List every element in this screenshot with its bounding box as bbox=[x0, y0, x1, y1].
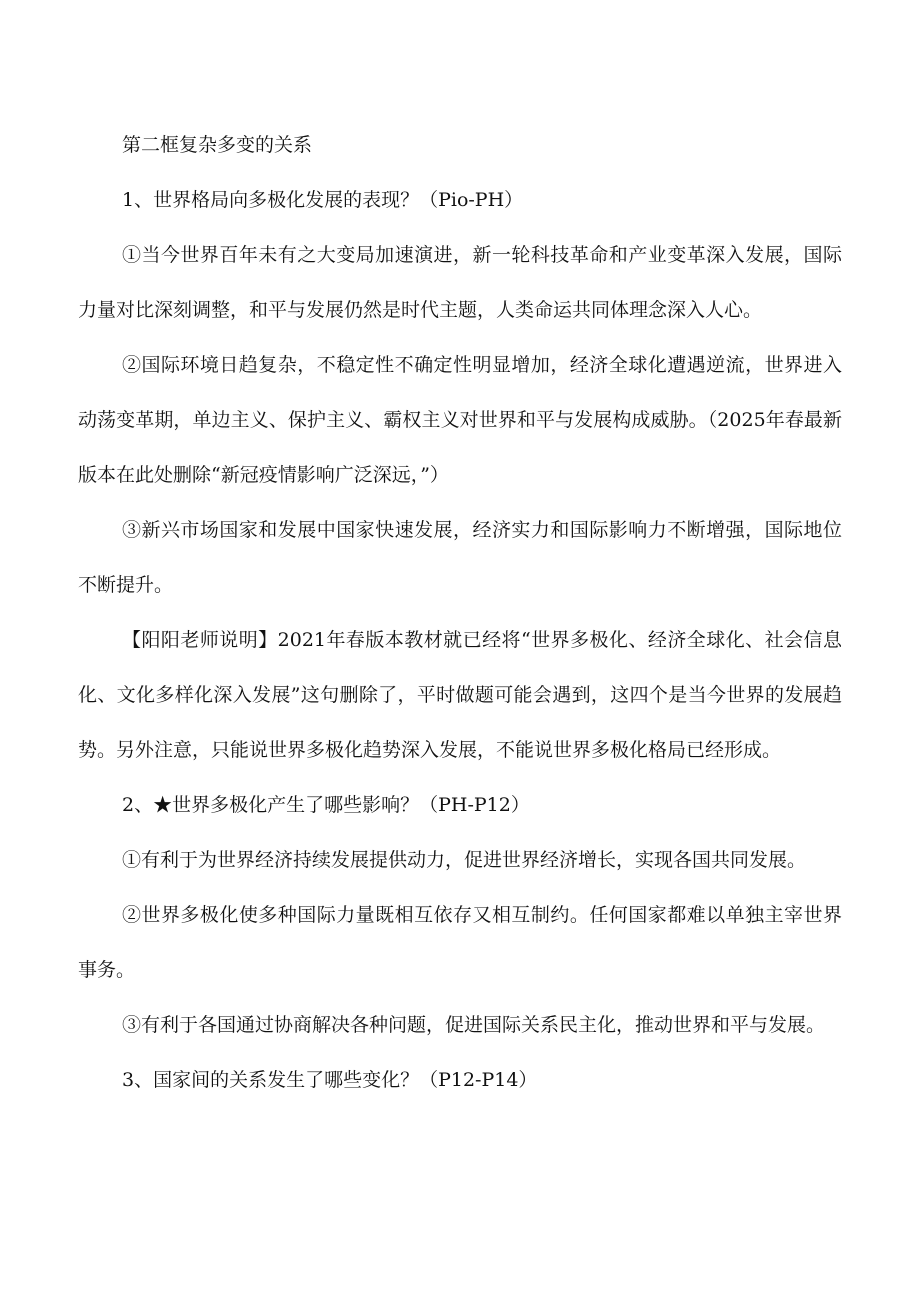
question-2: 2、★世界多极化产生了哪些影响？（PH-P12） bbox=[122, 794, 530, 816]
q1-point-3: ③新兴市场国家和发展中国家快速发展，经济实力和国际影响力不断增强，国际地位不断提升。 bbox=[78, 519, 842, 596]
section-title: 第二框复杂多变的关系 bbox=[122, 134, 313, 156]
q1-point-2: ②国际环境日趋复杂，不稳定性不确定性明显增加，经济全球化遭遇逆流，世界进入动荡变革期，单边主义、保护主义、霸权主义对世界和平与发展构成威胁。（2025年春最新版本在此处删除“新冠疫情影响广泛深远，”） bbox=[78, 354, 842, 486]
q2-point-2: ②世界多极化使多种国际力量既相互依存又相互制约。任何国家都难以单独主宰世界事务。 bbox=[78, 904, 842, 981]
question-1: 1、世界格局向多极化发展的表现？（Pio-PH） bbox=[122, 189, 524, 211]
q2-point-1: ①有利于为世界经济持续发展提供动力，促进世界经济增长，实现各国共同发展。 bbox=[122, 849, 807, 871]
document-body bbox=[78, 118, 842, 1108]
teacher-note: 【阳阳老师说明】2021年春版本教材就已经将“世界多极化、经济全球化、社会信息化、文化多样化深入发展”这句删除了，平时做题可能会遇到，这四个是当今世界的发展趋势。另外注意，只能说世界多极化趋势深入发展，不能说世界多极化格局已经形成。 bbox=[78, 629, 842, 761]
q2-point-3: ③有利于各国通过协商解决各种问题，促进国际关系民主化，推动世界和平与发展。 bbox=[122, 1014, 826, 1036]
question-3: 3、国家间的关系发生了哪些变化？（P12-P14） bbox=[122, 1069, 538, 1091]
q1-point-1: ①当今世界百年未有之大变局加速演进，新一轮科技革命和产业变革深入发展，国际力量对比深刻调整，和平与发展仍然是时代主题，人类命运共同体理念深入人心。 bbox=[78, 244, 842, 321]
